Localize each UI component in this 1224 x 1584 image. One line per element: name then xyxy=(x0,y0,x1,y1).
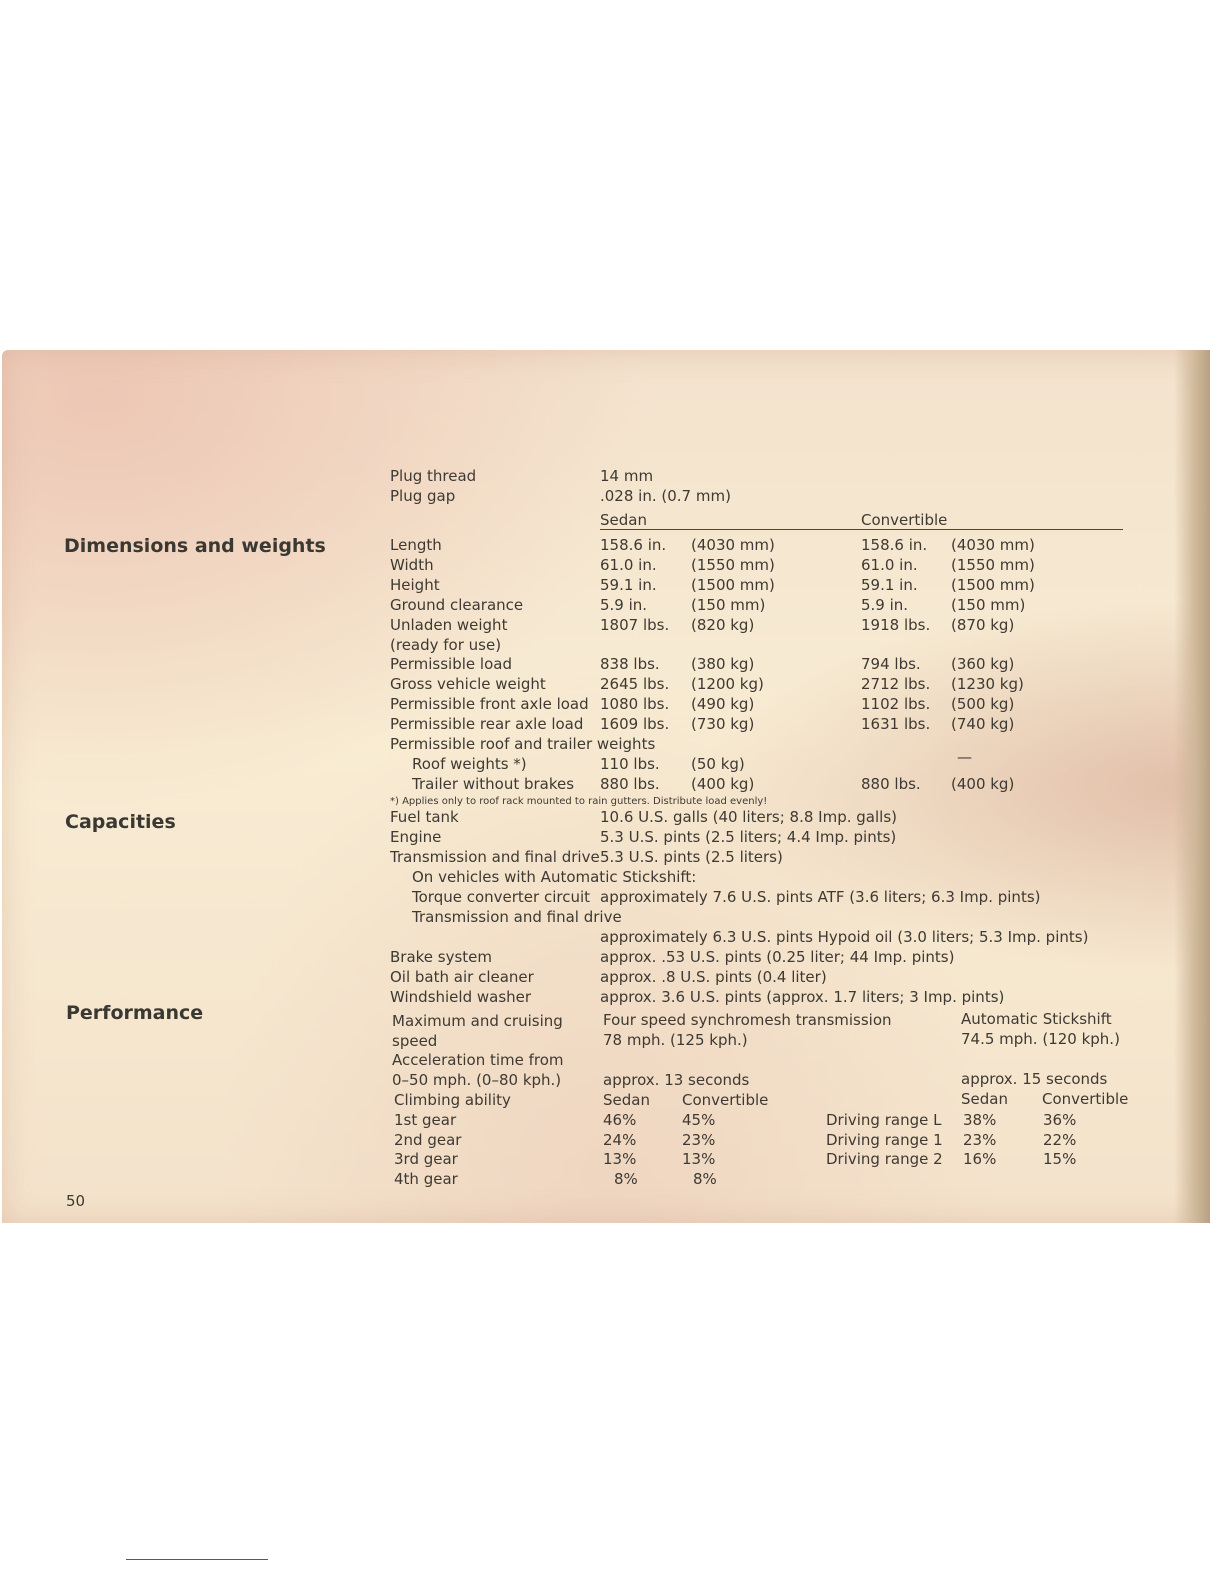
climbing-label: Climbing ability xyxy=(394,1091,511,1109)
footer-link-underline xyxy=(126,1559,268,1560)
driving-range-label: Driving range 2 xyxy=(826,1150,943,1169)
dim-convertible-mm: (1500 mm) xyxy=(951,575,1035,594)
dim-label: Width xyxy=(390,555,434,574)
dim-sedan-mm: (730 kg) xyxy=(691,715,755,734)
brake-label: Brake system xyxy=(390,948,493,966)
dim-label: Permissible front axle load xyxy=(390,695,589,714)
dim-sedan-in: 5.9 in. xyxy=(600,595,648,614)
plug-gap-label: Plug gap xyxy=(390,487,456,505)
dim-label: Ground clearance xyxy=(390,595,524,614)
fuel-value: 10.6 U.S. galls (40 liters; 8.8 Imp. galls) xyxy=(600,808,897,826)
air-cleaner-value: approx. .8 U.S. pints (0.4 liter) xyxy=(600,968,827,986)
dim-convertible-mm: (1230 kg) xyxy=(951,675,1024,694)
range-convertible: 15% xyxy=(1043,1150,1077,1169)
section-heading-performance: Performance xyxy=(66,1002,204,1024)
dim-convertible-mm: (870 kg) xyxy=(951,615,1015,634)
roof-convertible-dash: — xyxy=(957,748,972,766)
dim-label: Unladen weight xyxy=(390,615,508,634)
dim-convertible-mm: (4030 mm) xyxy=(951,536,1035,554)
range-sedan: 23% xyxy=(963,1130,997,1149)
auto-stickshift-note: On vehicles with Automatic Stickshift: xyxy=(412,868,697,886)
four-speed-max-value: 78 mph. (125 kph.) xyxy=(603,1031,748,1049)
auto-max-value: 74.5 mph. (120 kph.) xyxy=(961,1030,1120,1048)
gear-convertible: 8% xyxy=(693,1170,717,1189)
engine-value: 5.3 U.S. pints (2.5 liters; 4.4 Imp. pints) xyxy=(600,828,897,846)
book-spine-shadow xyxy=(1174,350,1210,1223)
washer-value: approx. 3.6 U.S. pints (approx. 1.7 liters; 3 Imp. pints) xyxy=(600,988,1005,1006)
dim-sedan-mm: (4030 mm) xyxy=(691,536,775,554)
dim-sedan-in: 1609 lbs. xyxy=(600,715,670,734)
dim-sedan-mm: (150 mm) xyxy=(691,595,766,614)
plug-thread-label: Plug thread xyxy=(390,467,477,485)
dim-convertible-mm: (1550 mm) xyxy=(951,555,1035,574)
gear-label: 1st gear xyxy=(394,1111,457,1129)
dim-sedan-in: 1080 lbs. xyxy=(600,695,670,714)
dim-sedan-in: 1807 lbs. xyxy=(600,615,670,634)
transmission-label: Transmission and final drive xyxy=(390,848,600,866)
dims-header-convertible: Convertible xyxy=(861,511,948,529)
gear-sedan: 24% xyxy=(603,1130,637,1149)
dim-convertible-mm: (150 mm) xyxy=(951,595,1026,614)
dim-convertible-in: 5.9 in. xyxy=(861,595,909,614)
dims-header-sedan: Sedan xyxy=(600,511,647,529)
brake-value: approx. .53 U.S. pints (0.25 liter; 44 Imp. pints) xyxy=(600,948,955,966)
range-sedan: 16% xyxy=(963,1150,997,1169)
max-speed-label-1: Maximum and cruising xyxy=(392,1012,563,1030)
section-heading-capacities: Capacities xyxy=(65,811,176,833)
plug-thread-value: 14 mm xyxy=(600,467,654,485)
roof-footnote: *) Applies only to roof rack mounted to rain gutters. Distribute load evenly! xyxy=(390,796,768,807)
dim-convertible-mm: (500 kg) xyxy=(951,695,1015,714)
roof-sedan-kg: (50 kg) xyxy=(691,755,745,773)
air-cleaner-label: Oil bath air cleaner xyxy=(390,968,534,986)
range-convertible: 22% xyxy=(1043,1130,1077,1149)
plug-gap-value: .028 in. (0.7 mm) xyxy=(600,487,731,505)
gear-label: 3rd gear xyxy=(394,1150,458,1169)
fuel-label: Fuel tank xyxy=(390,808,459,826)
auto-stickshift-heading: Automatic Stickshift xyxy=(961,1010,1112,1028)
page-number: 50 xyxy=(66,1192,86,1210)
section-heading-dimensions: Dimensions and weights xyxy=(64,535,326,557)
roof-weights-label: Roof weights *) xyxy=(412,755,527,773)
dim-convertible-mm: (360 kg) xyxy=(951,655,1015,674)
dim-convertible-in: 61.0 in. xyxy=(861,555,918,574)
manual-page xyxy=(2,350,1210,1223)
accel-manual-value: approx. 13 seconds xyxy=(603,1071,750,1089)
transmission2-label: Transmission and final drive xyxy=(412,908,622,926)
dim-convertible-mm: (740 kg) xyxy=(951,715,1015,734)
climb-header-sedan: Sedan xyxy=(603,1091,650,1109)
dim-label: (ready for use) xyxy=(390,635,502,654)
roof-sedan-lbs: 110 lbs. xyxy=(600,755,660,773)
accel-label-1: Acceleration time from xyxy=(392,1051,564,1069)
gear-convertible: 23% xyxy=(682,1130,716,1149)
header-rule xyxy=(600,529,1123,530)
dim-sedan-mm: (1200 kg) xyxy=(691,675,764,694)
accel-label-2: 0–50 mph. (0–80 kph.) xyxy=(392,1071,562,1089)
dim-convertible-in: 158.6 in. xyxy=(861,536,928,554)
transmission-value: 5.3 U.S. pints (2.5 liters) xyxy=(600,848,783,866)
dim-label: Permissible load xyxy=(390,655,512,674)
trailer-sedan-lbs: 880 lbs. xyxy=(600,775,660,793)
dim-sedan-mm: (380 kg) xyxy=(691,655,755,674)
trailer-convertible-kg: (400 kg) xyxy=(951,775,1015,793)
torque-converter-value: approximately 7.6 U.S. pints ATF (3.6 liters; 6.3 Imp. pints) xyxy=(600,888,1041,906)
dim-convertible-in: 794 lbs. xyxy=(861,655,921,674)
trailer-sedan-kg: (400 kg) xyxy=(691,775,755,793)
gear-convertible: 13% xyxy=(682,1150,716,1169)
dim-label: Gross vehicle weight xyxy=(390,675,546,694)
dim-convertible-in: 1631 lbs. xyxy=(861,715,931,734)
climb-header-convertible: Convertible xyxy=(682,1091,769,1109)
max-speed-label-2: speed xyxy=(392,1032,438,1050)
range-convertible: 36% xyxy=(1043,1111,1077,1129)
transmission2-value: approximately 6.3 U.S. pints Hypoid oil (3.0 liters; 5.3 Imp. pints) xyxy=(600,928,1089,946)
dim-label: Permissible rear axle load xyxy=(390,715,584,734)
dim-convertible-in: 59.1 in. xyxy=(861,575,918,594)
gear-sedan: 13% xyxy=(603,1150,637,1169)
dim-convertible-in: 2712 lbs. xyxy=(861,675,931,694)
dim-sedan-mm: (820 kg) xyxy=(691,615,755,634)
gear-sedan: 46% xyxy=(603,1111,637,1129)
dim-sedan-mm: (1500 mm) xyxy=(691,575,775,594)
dim-label: Length xyxy=(390,536,442,554)
dim-convertible-in: 1102 lbs. xyxy=(861,695,931,714)
dim-sedan-in: 838 lbs. xyxy=(600,655,660,674)
gear-convertible: 45% xyxy=(682,1111,716,1129)
dim-sedan-mm: (490 kg) xyxy=(691,695,755,714)
trailer-convertible-lbs: 880 lbs. xyxy=(861,775,921,793)
gear-sedan: 8% xyxy=(614,1170,638,1189)
gear-label: 4th gear xyxy=(394,1170,458,1189)
engine-label: Engine xyxy=(390,828,442,846)
torque-converter-label: Torque converter circuit xyxy=(412,888,591,906)
dim-sedan-mm: (1550 mm) xyxy=(691,555,775,574)
washer-label: Windshield washer xyxy=(390,988,532,1006)
driving-range-label: Driving range 1 xyxy=(826,1130,943,1149)
driving-range-label: Driving range L xyxy=(826,1111,942,1129)
dim-sedan-in: 59.1 in. xyxy=(600,575,657,594)
trailer-label: Trailer without brakes xyxy=(412,775,575,793)
dim-sedan-in: 61.0 in. xyxy=(600,555,657,574)
climb-auto-header-sedan: Sedan xyxy=(961,1090,1008,1108)
climb-auto-header-convertible: Convertible xyxy=(1042,1090,1129,1108)
four-speed-heading: Four speed synchromesh transmission xyxy=(603,1011,892,1029)
accel-auto-value: approx. 15 seconds xyxy=(961,1070,1108,1088)
gear-label: 2nd gear xyxy=(394,1130,462,1149)
dim-convertible-in: 1918 lbs. xyxy=(861,615,931,634)
dim-sedan-in: 158.6 in. xyxy=(600,536,667,554)
dim-sedan-in: 2645 lbs. xyxy=(600,675,670,694)
dim-label: Height xyxy=(390,575,440,594)
range-sedan: 38% xyxy=(963,1111,997,1129)
roof-trailer-label: Permissible roof and trailer weights xyxy=(390,735,656,753)
